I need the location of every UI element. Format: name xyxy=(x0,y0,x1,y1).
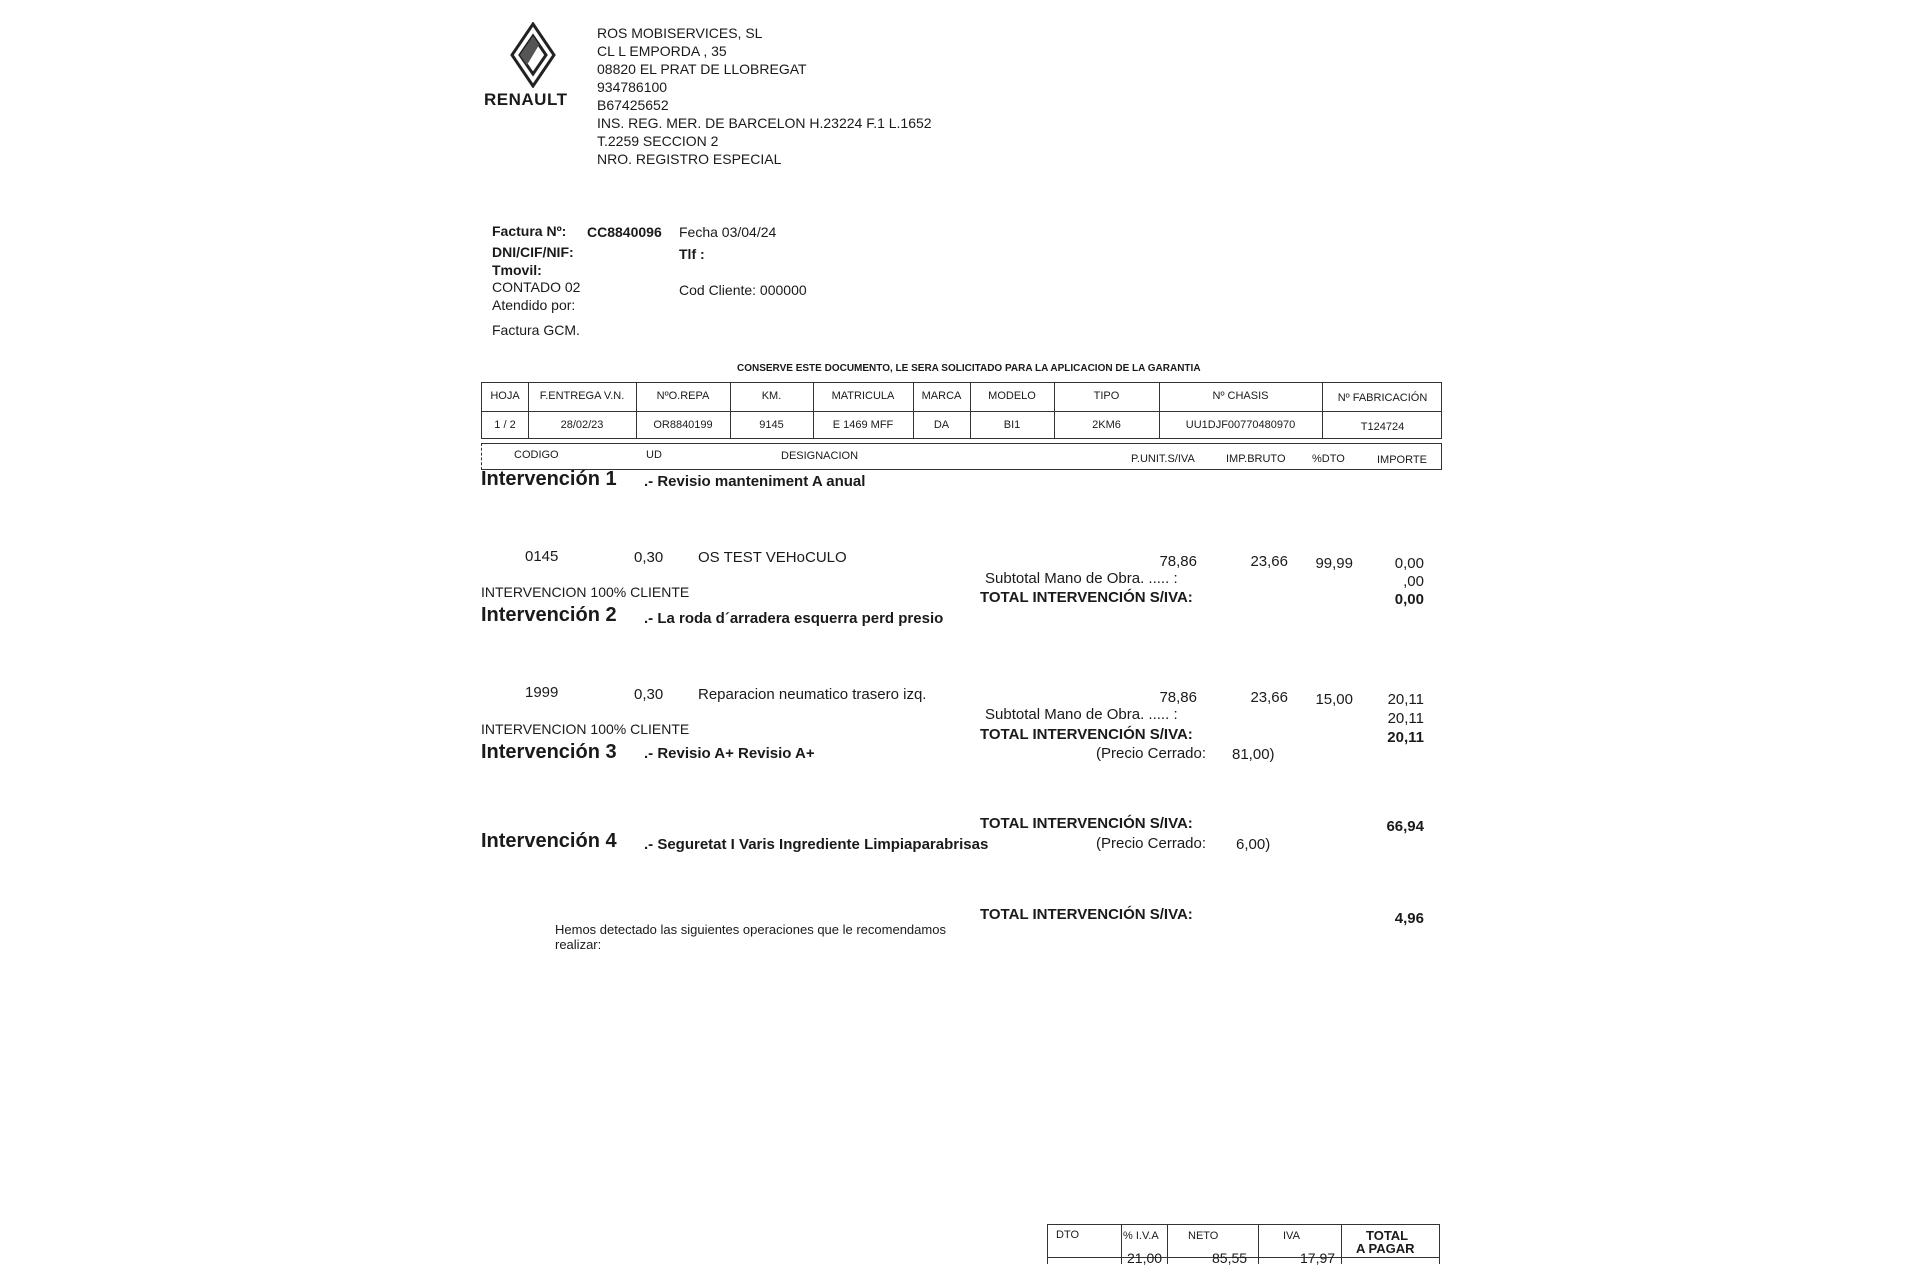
td-km: 9145 xyxy=(759,419,784,431)
item-1-bruto: 23,66 xyxy=(1250,553,1288,570)
th-km: KM. xyxy=(761,390,782,402)
totals-th-iva: IVA xyxy=(1283,1230,1300,1242)
intervention-4-title: Intervención 4 xyxy=(481,830,617,852)
item-2-code: 1999 xyxy=(525,684,559,701)
lh-importe: IMPORTE xyxy=(1377,454,1427,466)
intervention-1-title: Intervención 1 xyxy=(481,468,617,490)
item-1-importe: 0,00 xyxy=(1394,555,1424,572)
lh-designacion: DESIGNACION xyxy=(781,450,859,462)
intervention-4-desc: .- Seguretat I Varis Ingrediente Limpiaparabrisas xyxy=(644,836,989,853)
item-2-subtotal: 20,11 xyxy=(1387,710,1424,727)
factura-label: Factura Nº: xyxy=(492,223,567,239)
item-1-dto: 99,99 xyxy=(1315,555,1353,572)
th-fabricacion: Nº FABRICACIÓN xyxy=(1337,392,1428,404)
intervention-1-total-label: TOTAL INTERVENCIÓN S/IVA: xyxy=(980,589,1193,606)
td-fabricacion: T124724 xyxy=(1360,421,1405,433)
intervention-4-total: 4,96 xyxy=(1394,910,1424,927)
totals-neto: 85,55 xyxy=(1212,1250,1248,1266)
intervention-2-total-label: TOTAL INTERVENCIÓN S/IVA: xyxy=(980,726,1193,743)
intervention-3-title: Intervención 3 xyxy=(481,741,617,763)
lh-ud: UD xyxy=(646,449,662,461)
company-phone: 934786100 xyxy=(597,79,668,95)
lh-codigo: CODIGO xyxy=(514,449,559,461)
factura-number: CC8840096 xyxy=(587,224,662,240)
company-name: ROS MOBISERVICES, SL xyxy=(597,25,763,41)
item-1-designation: OS TEST VEHoCULO xyxy=(698,549,847,566)
td-matricula: E 1469 MFF xyxy=(832,419,894,431)
totals-th-neto: NETO xyxy=(1188,1230,1219,1242)
intervention-1-total: 0,00 xyxy=(1394,591,1424,608)
td-chasis: UU1DJF00770480970 xyxy=(1185,419,1296,431)
atendido-label: Atendido por: xyxy=(492,297,576,313)
th-tipo: TIPO xyxy=(1093,390,1120,402)
warranty-note: CONSERVE ESTE DOCUMENTO, LE SERA SOLICITADO PARA LA APLICACION DE LA GARANTIA xyxy=(737,363,1201,374)
intervention-3-total-label: TOTAL INTERVENCIÓN S/IVA: xyxy=(980,815,1193,832)
td-norepa: OR8840199 xyxy=(653,419,713,431)
td-marca: DA xyxy=(933,419,950,431)
td-fentrega: 28/02/23 xyxy=(560,419,604,431)
recommendation-line-2: realizar: xyxy=(555,937,602,952)
intervention-2-total: 20,11 xyxy=(1387,729,1424,746)
item-2-importe: 20,11 xyxy=(1387,691,1424,708)
intervention-3-precio: 81,00) xyxy=(1232,746,1275,763)
intervention-3-precio-label: (Precio Cerrado: xyxy=(1096,745,1207,762)
recommendation-line-1: Hemos detectado las siguientes operaciones que le recomendamos xyxy=(555,922,946,937)
intervention-1-desc: .- Revisio manteniment A anual xyxy=(644,473,866,490)
company-registry-1: INS. REG. MER. DE BARCELON H.23224 F.1 L.1652 xyxy=(597,115,932,131)
lh-impbruto: IMP.BRUTO xyxy=(1226,453,1286,465)
item-2-designation: Reparacion neumatico trasero izq. xyxy=(698,686,927,703)
th-hoja: HOJA xyxy=(490,390,520,402)
renault-diamond-icon xyxy=(508,22,558,88)
intervention-2-desc: .- La roda d´arradera esquerra perd presio xyxy=(644,610,944,627)
totals-iva: 17,97 xyxy=(1300,1250,1336,1266)
intervention-2-title: Intervención 2 xyxy=(481,604,617,626)
lh-dto: %DTO xyxy=(1312,453,1345,465)
company-block xyxy=(597,24,932,168)
line-header xyxy=(481,443,1442,470)
totals-th-iva-pct: % I.V.A xyxy=(1123,1230,1159,1242)
intervention-4-precio-label: (Precio Cerrado: xyxy=(1096,835,1207,852)
item-2-punit: 78,86 xyxy=(1159,689,1197,706)
company-registry-3: NRO. REGISTRO ESPECIAL xyxy=(597,151,782,167)
totals-th-total: TOTAL xyxy=(1366,1228,1409,1243)
item-1-code: 0145 xyxy=(525,548,559,565)
intervention-4-total-label: TOTAL INTERVENCIÓN S/IVA: xyxy=(980,906,1193,923)
intervention-3-desc: .- Revisio A+ Revisio A+ xyxy=(644,745,815,762)
company-cif: B67425652 xyxy=(597,97,669,113)
totals-th-dto: DTO xyxy=(1056,1229,1080,1241)
intervention-2-client-note: INTERVENCION 100% CLIENTE xyxy=(481,721,690,737)
item-2-subtotal-label: Subtotal Mano de Obra. ..... : xyxy=(985,706,1178,723)
th-marca: MARCA xyxy=(921,390,962,402)
item-1-subtotal: ,00 xyxy=(1403,573,1424,590)
renault-logo xyxy=(508,22,558,88)
td-modelo: BI1 xyxy=(1003,419,1021,431)
item-1-ud: 0,30 xyxy=(634,549,664,566)
lh-punit: P.UNIT.S/IVA xyxy=(1131,453,1195,465)
intervention-3-total: 66,94 xyxy=(1386,818,1424,835)
company-address: CL L EMPORDA , 35 xyxy=(597,43,727,59)
item-2-dto: 15,00 xyxy=(1315,691,1353,708)
th-chasis: Nº CHASIS xyxy=(1212,390,1269,402)
item-2-ud: 0,30 xyxy=(634,686,664,703)
tlf-label: Tlf : xyxy=(679,246,705,262)
logo-text: RENAULT xyxy=(484,90,568,109)
cod-cliente: Cod Cliente: 000000 xyxy=(679,282,807,298)
totals-th-a-pagar: A PAGAR xyxy=(1356,1241,1415,1256)
tmovil-label: Tmovil: xyxy=(492,262,542,278)
company-registry-2: T.2259 SECCION 2 xyxy=(597,133,719,149)
item-1-punit: 78,86 xyxy=(1159,553,1197,570)
th-modelo: MODELO xyxy=(988,390,1036,402)
vehicle-table xyxy=(481,382,1442,439)
item-2-bruto: 23,66 xyxy=(1250,689,1288,706)
intervention-1-client-note: INTERVENCION 100% CLIENTE xyxy=(481,584,690,600)
dni-label: DNI/CIF/NIF: xyxy=(492,244,574,260)
td-hoja: 1 / 2 xyxy=(494,419,516,431)
invoice-date: Fecha 03/04/24 xyxy=(679,224,777,240)
contado-label: CONTADO 02 xyxy=(492,279,581,295)
intervention-4-precio: 6,00) xyxy=(1236,836,1271,853)
company-city: 08820 EL PRAT DE LLOBREGAT xyxy=(597,61,807,77)
th-norepa: NºO.REPA xyxy=(656,390,710,402)
item-1-subtotal-label: Subtotal Mano de Obra. ..... : xyxy=(985,570,1178,587)
td-tipo: 2KM6 xyxy=(1092,419,1121,431)
factura-gcm: Factura GCM. xyxy=(492,322,580,338)
th-matricula: MATRICULA xyxy=(831,390,895,402)
totals-iva-pct: 21,00 xyxy=(1127,1250,1163,1266)
th-fentrega: F.ENTREGA V.N. xyxy=(539,390,625,402)
